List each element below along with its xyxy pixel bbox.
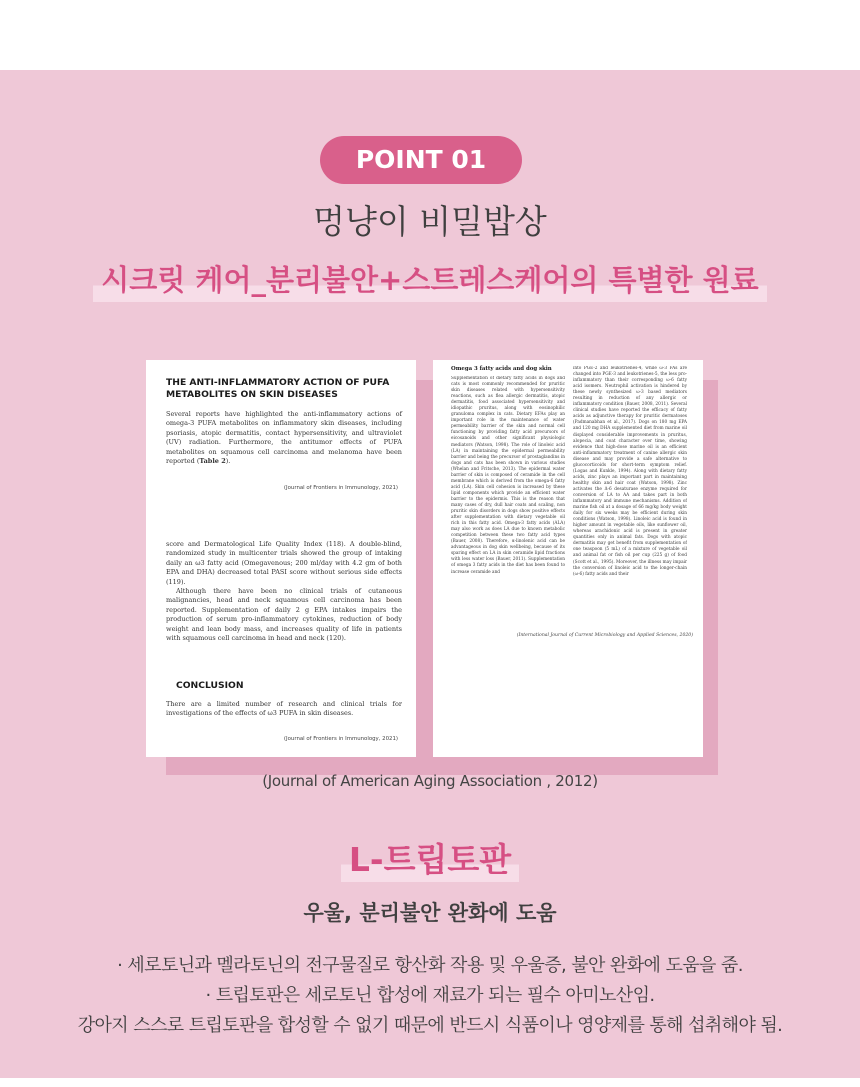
paper-left-title: THE ANTI-INFLAMMATORY ACTION OF PUFA METABOLITES ON SKIN DISEASES — [166, 377, 390, 400]
paper-right-column-2: into PGE-2 and leukotrienes-4, while ω-3 FAs are changed into PGE-3 and leukotrienes-5, the less pro-inflammatory than their corresponding ω-6 fatty acid isomers. Neutrophil activation is hindered by these newly synthesized ω-3 based mediators resulting in reduction of any allergic or inflammatory condition (Bauer, 2008, 2011). Several clinical studies have reported the efficacy of fatty acids as adjunctive therapy for pruritic dermatoses (Padmanabhan et al., 2017). Dogs on 180 mg EPA and 120 mg DHA supplemented diet from marine oil displayed considerable improvements in pruritus, alopecia, and coat character over time, showing evidence that high-dose marine oil is an efficient anti-inflammatory treatment of canine allergic skin disease and may provide a safe alternative to glucocorticoids for short-term symptom relief. (Logas and Kunkle, 1994). Along with dietary fatty acids, zinc plays an important part in maintaining healthy skin and hair coat (Watson, 1998). Zinc activates the Δ-6 desaturase enzyme required for conversion of LA to AA and takes part in both inflammatory and immune mechanisms. Addition of marine fish oil at a dosage of 66 mg/kg body weight daily for six weeks may be efficient during skin conditions (Watson, 1998). Linoleic acid is found in higher amount in vegetable oils, like sunflower oil, whereas arachidonic acid is present in greater quantities only in animal fats. Dogs with atopic dermatitis may get benefit from supplementation of one teaspoon (5 mL) of a mixture of vegetable oil and animal fat or fish oil per cup (225 g) of food (Scott et al., 1995). Moreover, the illness may impair the conversion of linoleic acid to the longer-chain (ω-6) fatty acids and their — [573, 366, 687, 577]
paper-left-paragraph-4: There are a limited number of research and clinical trials for investigations of the effects of ω3 PUFA in skin diseases. — [166, 700, 402, 718]
ingredient-name: L-트립토판 — [341, 838, 519, 882]
ingredient-wrapper — [0, 838, 860, 882]
paper-right-title: Omega 3 fatty acids and dog skin — [451, 366, 552, 372]
paper-left-para1-text: Several reports have highlighted the anti-inflammatory actions of omega-3 PUFA metabolites on inflammatory skin diseases, including psoriasis, atopic dermatitis, contact hypersensitivity, and ultraviolet (UV) radiation. Furthermore, the antitumor effects of PUFA metabolites on squamous cell carcinoma and melanoma have been reported ( — [166, 410, 402, 466]
subheadline-wrapper — [0, 258, 860, 302]
paper-left-conclusion-heading: CONCLUSION — [176, 680, 244, 691]
point-badge: POINT 01 — [320, 136, 522, 184]
page-headline: 멍냥이 비밀밥상 — [313, 202, 547, 241]
paper-left-paragraph-3: Although there have been no clinical trials of cutaneous malignancies, head and neck squamous cell carcinoma has been reported. Supplementation of daily 2 g EPA intakes impairs the production of serum pro-inflammatory cytokines, reduction of body weight and lean body mass, and increases quality of life in patients with squamous cell carcinoma in head and neck (120). — [166, 587, 402, 643]
paper-right-column-1: Supplementation of dietary fatty acids in dogs and cats is most commonly recommended for pruritic skin diseases related with hypersensitivity reactions, such as flea allergic dermatitis, atopic dermatitis, food associated hypersensitivity and idiopathic pruritus, along with eosinophilic granuloma complex in cats. Dietary EFAs play an important role in the maintenance of water permeability barrier of the skin and normal cell functioning by providing fatty acid precursors of eicosanoids and other significant physiologic mediators (Watson, 1998). The role of linoleic acid (LA) in maintaining the epidermal permeability barrier and being the precursor of prostaglandins in dogs and cats has been shown in various studies (Whelan and Fritsche, 2013). The epidermal water barrier of skin is composed of ceramide in the cell membrane which is derived from the omega-6 fatty acid (LA). Skin cell cohesion is increased by these lipid components which provide an efficient water barrier to the epidermis. This is the reason that many cases of dry, dull hair coats and scaling, non pruritic skin disorders in dogs show positive effects after supplementation with dietary vegetable oil rich in this fatty acid. Omega-3 fatty acids (ALA) may also work as does LA due to known metabolic competition between these two fatty acid types (Bauer, 2008). Therefore, α-linolenic acid can be advantageous in dog skin wellbeing, because of its sparing effect on LA in skin ceramide lipid fractions with less water loss (Bauer, 2011). Supplementation of omega 3 fatty acids in the diet has been found to increase ceramide and — [451, 376, 565, 575]
description-line-3: 강아지 스스로 트립토판을 합성할 수 없기 때문에 반드시 식품이나 영양제를 통해 섭취해야 됨. — [77, 1015, 783, 1036]
journal-caption: (Journal of American Aging Association , 2012) — [262, 772, 598, 790]
paper-excerpt-right — [433, 360, 703, 757]
description-line-1: · 세로토닌과 멜라토닌의 전구물질로 항산화 작용 및 우울증, 불안 완화에 도움을 줌. — [117, 955, 743, 976]
ingredient-benefit: 우울, 분리불안 완화에 도움 — [303, 901, 557, 925]
paper-left-table-ref: Table 2 — [199, 457, 226, 466]
paper-excerpt-left — [146, 360, 416, 757]
paper-right-citation: (International Journal of Current Microbiology and Applied Sciences, 2020) — [516, 633, 693, 638]
paper-left-paragraph-2: score and Dermatological Life Quality Index (118). A double-blind, randomized study in multicenter trials showed the group of intaking daily an ω3 fatty acid (Omegavenous; 200 ml/day with 4.2 gm of both EPA and DHA) decreased total PASI score without serious side effects (119). — [166, 540, 402, 586]
paper-left-citation-2: (Journal of Frontiers in Immunology, 2021) — [283, 736, 398, 742]
description-line-2: · 트립토판은 세로토닌 합성에 재료가 되는 필수 아미노산임. — [205, 985, 655, 1006]
paper-left-citation-1: (Journal of Frontiers in Immunology, 2021) — [283, 485, 398, 491]
paper-left-para1-end: ). — [225, 457, 231, 466]
paper-left-paragraph-1 — [166, 410, 402, 466]
subheadline: 시크릿 케어_분리불안+스트레스케어의 특별한 원료 — [93, 258, 766, 302]
